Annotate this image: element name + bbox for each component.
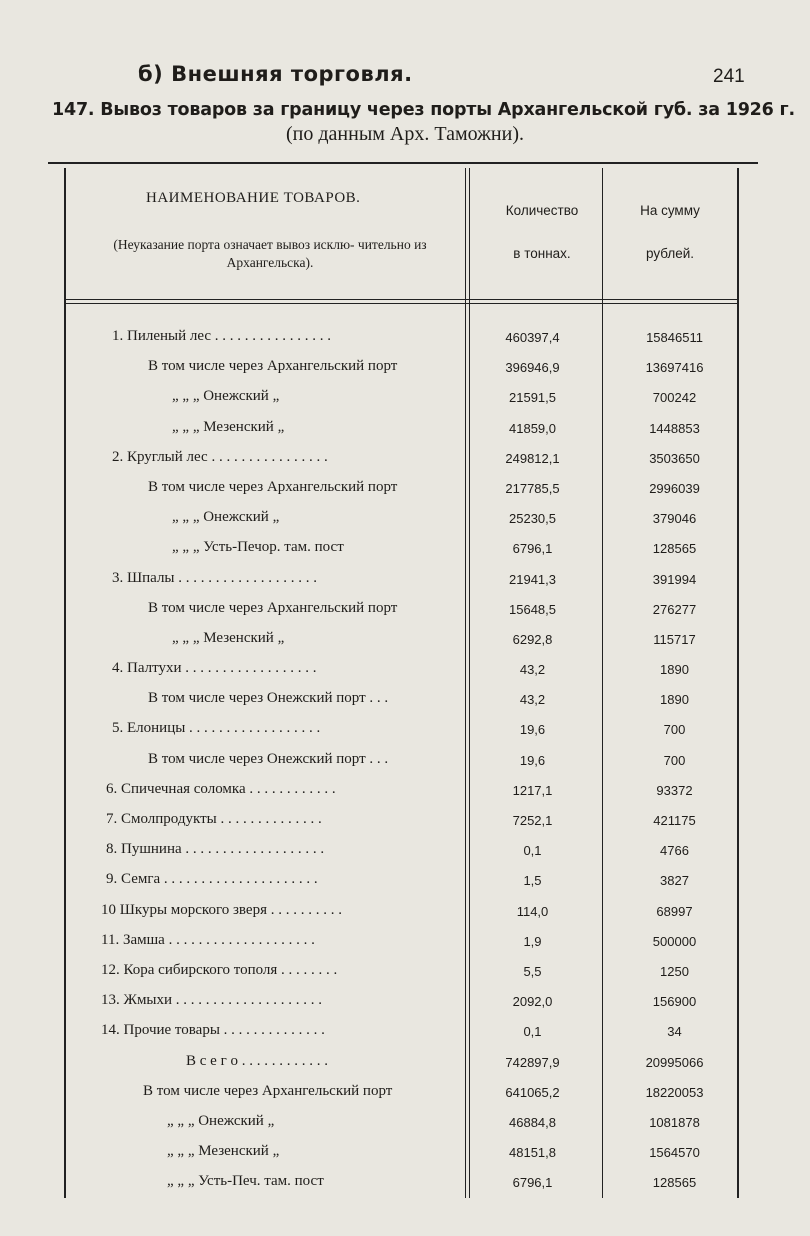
row-name: „ „ „ Мезенский „ bbox=[172, 418, 285, 435]
row-name: 13. Жмыхи . . . . . . . . . . . . . . . . . . . . bbox=[101, 992, 323, 1009]
row-sum: 1081878 bbox=[649, 1114, 700, 1130]
row-name: 6. Спичечная соломка . . . . . . . . . . . . bbox=[106, 780, 336, 797]
row-quantity: 1,5 bbox=[523, 873, 542, 889]
row-sum: 34 bbox=[667, 1024, 682, 1040]
table-row bbox=[0, 900, 810, 930]
table-row bbox=[0, 658, 810, 688]
table-row bbox=[0, 869, 810, 899]
row-sum: 379046 bbox=[652, 511, 697, 527]
row-sum: 3827 bbox=[660, 873, 689, 889]
row-sum: 156900 bbox=[652, 994, 697, 1010]
table-row bbox=[0, 417, 810, 447]
row-sum: 4766 bbox=[660, 843, 689, 859]
row-name: 14. Прочие товары . . . . . . . . . . . . . . bbox=[101, 1022, 325, 1039]
row-quantity: 19,6 bbox=[519, 752, 546, 768]
row-name: „ „ „ Онежский „ bbox=[172, 509, 280, 526]
table-row bbox=[0, 930, 810, 960]
row-sum: 1250 bbox=[660, 963, 689, 979]
header-name: НАИМЕНОВАНИЕ ТОВАРОВ. bbox=[146, 190, 361, 206]
row-sum: 13697416 bbox=[645, 360, 704, 376]
row-sum: 15846511 bbox=[646, 330, 703, 345]
table-title: 147. Вывоз товаров за границу через порты Архангельской губ. за 1926 г. bbox=[52, 100, 795, 120]
table-subtitle: (по данным Арх. Таможни). bbox=[286, 123, 524, 145]
row-sum: 700 bbox=[663, 722, 686, 738]
row-name: В том числе через Архангельский порт bbox=[143, 1082, 393, 1099]
table-row bbox=[0, 1081, 810, 1111]
row-sum: 421175 bbox=[653, 813, 696, 828]
row-quantity: 1,9 bbox=[523, 933, 542, 949]
row-name: „ „ „ Усть-Печор. там. пост bbox=[172, 539, 344, 556]
row-sum: 115717 bbox=[653, 631, 696, 647]
table-row bbox=[0, 1141, 810, 1171]
row-name: В том числе через Архангельский порт bbox=[148, 599, 398, 616]
row-sum: 700 bbox=[663, 752, 686, 768]
row-quantity: 249812,1 bbox=[505, 450, 560, 466]
row-sum: 68997 bbox=[656, 903, 693, 919]
row-name: 5. Елоницы . . . . . . . . . . . . . . . . . . bbox=[112, 720, 321, 737]
page-number: 241 bbox=[713, 66, 745, 87]
table-row bbox=[0, 386, 810, 416]
row-quantity: 19,6 bbox=[519, 722, 546, 738]
row-quantity: 6796,1 bbox=[512, 1175, 553, 1191]
header-qty-bottom: в тоннах. bbox=[513, 246, 571, 261]
row-sum: 93372 bbox=[656, 782, 693, 798]
header-sum-bottom: рублей. bbox=[645, 246, 695, 261]
row-name: В том числе через Архангельский порт bbox=[148, 478, 398, 495]
table-row bbox=[0, 990, 810, 1020]
table-row bbox=[0, 628, 810, 658]
table-row bbox=[0, 839, 810, 869]
row-sum: 1564570 bbox=[649, 1145, 700, 1161]
row-name: 7. Смолпродукты . . . . . . . . . . . . . . bbox=[106, 811, 322, 827]
table-row bbox=[0, 960, 810, 990]
row-name: В том числе через Онежский порт . . . bbox=[148, 690, 389, 707]
table-row bbox=[0, 507, 810, 537]
row-name: „ „ „ Онежский „ bbox=[167, 1112, 275, 1129]
table-row bbox=[0, 779, 810, 809]
row-quantity: 6796,1 bbox=[512, 541, 553, 557]
row-quantity: 0,1 bbox=[523, 1024, 542, 1040]
row-name: „ „ „ Усть-Печ. там. пост bbox=[167, 1173, 324, 1190]
table-row bbox=[0, 749, 810, 779]
table-row bbox=[0, 537, 810, 567]
table-row bbox=[0, 688, 810, 718]
row-quantity: 2092,0 bbox=[512, 994, 553, 1010]
table-row bbox=[0, 1171, 810, 1201]
table-row bbox=[0, 326, 810, 356]
row-quantity: 15648,5 bbox=[509, 601, 556, 617]
row-quantity: 43,2 bbox=[519, 692, 546, 708]
row-name: В с е г о . . . . . . . . . . . . bbox=[186, 1052, 328, 1069]
section-title: б) Внешняя торговля. bbox=[138, 62, 413, 86]
row-quantity: 217785,5 bbox=[505, 480, 560, 496]
row-quantity: 460397,4 bbox=[505, 330, 560, 345]
table-row bbox=[0, 1020, 810, 1050]
table-row bbox=[0, 598, 810, 628]
row-quantity: 0,1 bbox=[523, 843, 542, 859]
row-name: 10 Шкуры морского зверя . . . . . . . . . . bbox=[101, 901, 342, 918]
table-row bbox=[0, 809, 810, 839]
table-top-rule bbox=[48, 162, 758, 164]
table-row bbox=[0, 568, 810, 598]
row-quantity: 25230,5 bbox=[509, 511, 556, 527]
row-sum: 20995066 bbox=[645, 1054, 704, 1070]
row-name: 1. Пиленый лес . . . . . . . . . . . . . . . . bbox=[112, 328, 332, 344]
header-qty-top: Количество bbox=[505, 203, 579, 218]
row-quantity: 21941,3 bbox=[509, 571, 556, 587]
row-quantity: 742897,9 bbox=[505, 1054, 560, 1070]
row-name: 12. Кора сибирского тополя . . . . . . . . bbox=[101, 961, 338, 978]
row-quantity: 114,0 bbox=[516, 903, 549, 919]
row-name: „ „ „ Мезенский „ bbox=[167, 1143, 280, 1160]
row-sum: 128565 bbox=[652, 1175, 697, 1191]
row-sum: 2996039 bbox=[649, 480, 700, 496]
row-quantity: 48151,8 bbox=[509, 1145, 556, 1161]
row-sum: 128565 bbox=[652, 541, 697, 557]
table-row bbox=[0, 447, 810, 477]
header-name-note: (Неуказание порта означает вывоз исклю- чительно из Архангельска). bbox=[113, 237, 427, 270]
row-quantity: 43,2 bbox=[519, 662, 546, 678]
row-name: 8. Пушнина . . . . . . . . . . . . . . . . . . . bbox=[106, 841, 325, 858]
row-quantity: 6292,8 bbox=[512, 631, 553, 647]
row-sum: 1448853 bbox=[649, 420, 700, 436]
row-name: „ „ „ Мезенский „ bbox=[172, 629, 285, 646]
row-name: 3. Шпалы . . . . . . . . . . . . . . . . . . . bbox=[112, 569, 318, 586]
table-row bbox=[0, 1051, 810, 1081]
row-name: 9. Семга . . . . . . . . . . . . . . . . . . . . . bbox=[106, 871, 318, 888]
row-quantity: 7252,1 bbox=[512, 813, 553, 828]
table-row bbox=[0, 718, 810, 748]
row-quantity: 21591,5 bbox=[509, 390, 556, 406]
row-sum: 700242 bbox=[652, 390, 697, 406]
header-bottom-rule bbox=[66, 299, 738, 300]
table-row bbox=[0, 1111, 810, 1141]
row-name: 2. Круглый лес . . . . . . . . . . . . . . . . bbox=[112, 448, 328, 465]
row-quantity: 5,5 bbox=[523, 963, 542, 979]
row-name: В том числе через Онежский порт . . . bbox=[148, 750, 389, 767]
row-sum: 1890 bbox=[660, 662, 689, 678]
header-sum-top: На сумму bbox=[640, 203, 700, 218]
row-sum: 276277 bbox=[652, 601, 697, 617]
row-sum: 391994 bbox=[652, 571, 697, 587]
row-name: 4. Палтухи . . . . . . . . . . . . . . . . . . bbox=[112, 660, 317, 677]
row-sum: 18220053 bbox=[645, 1084, 704, 1100]
row-sum: 3503650 bbox=[649, 450, 700, 466]
table-row bbox=[0, 477, 810, 507]
row-sum: 500000 bbox=[652, 933, 697, 949]
row-name: „ „ „ Онежский „ bbox=[172, 388, 280, 405]
row-name: В том числе через Архангельский порт bbox=[148, 358, 398, 375]
row-quantity: 641065,2 bbox=[505, 1084, 560, 1100]
row-name: 11. Замша . . . . . . . . . . . . . . . . . . . . bbox=[101, 931, 315, 948]
row-sum: 1890 bbox=[660, 692, 689, 708]
table-body bbox=[0, 326, 810, 1201]
row-quantity: 41859,0 bbox=[509, 420, 556, 436]
table-row bbox=[0, 356, 810, 386]
row-quantity: 396946,9 bbox=[505, 360, 560, 376]
row-quantity: 46884,8 bbox=[509, 1114, 556, 1130]
header-bottom-rule-2 bbox=[66, 303, 738, 304]
row-quantity: 1217,1 bbox=[512, 782, 553, 798]
